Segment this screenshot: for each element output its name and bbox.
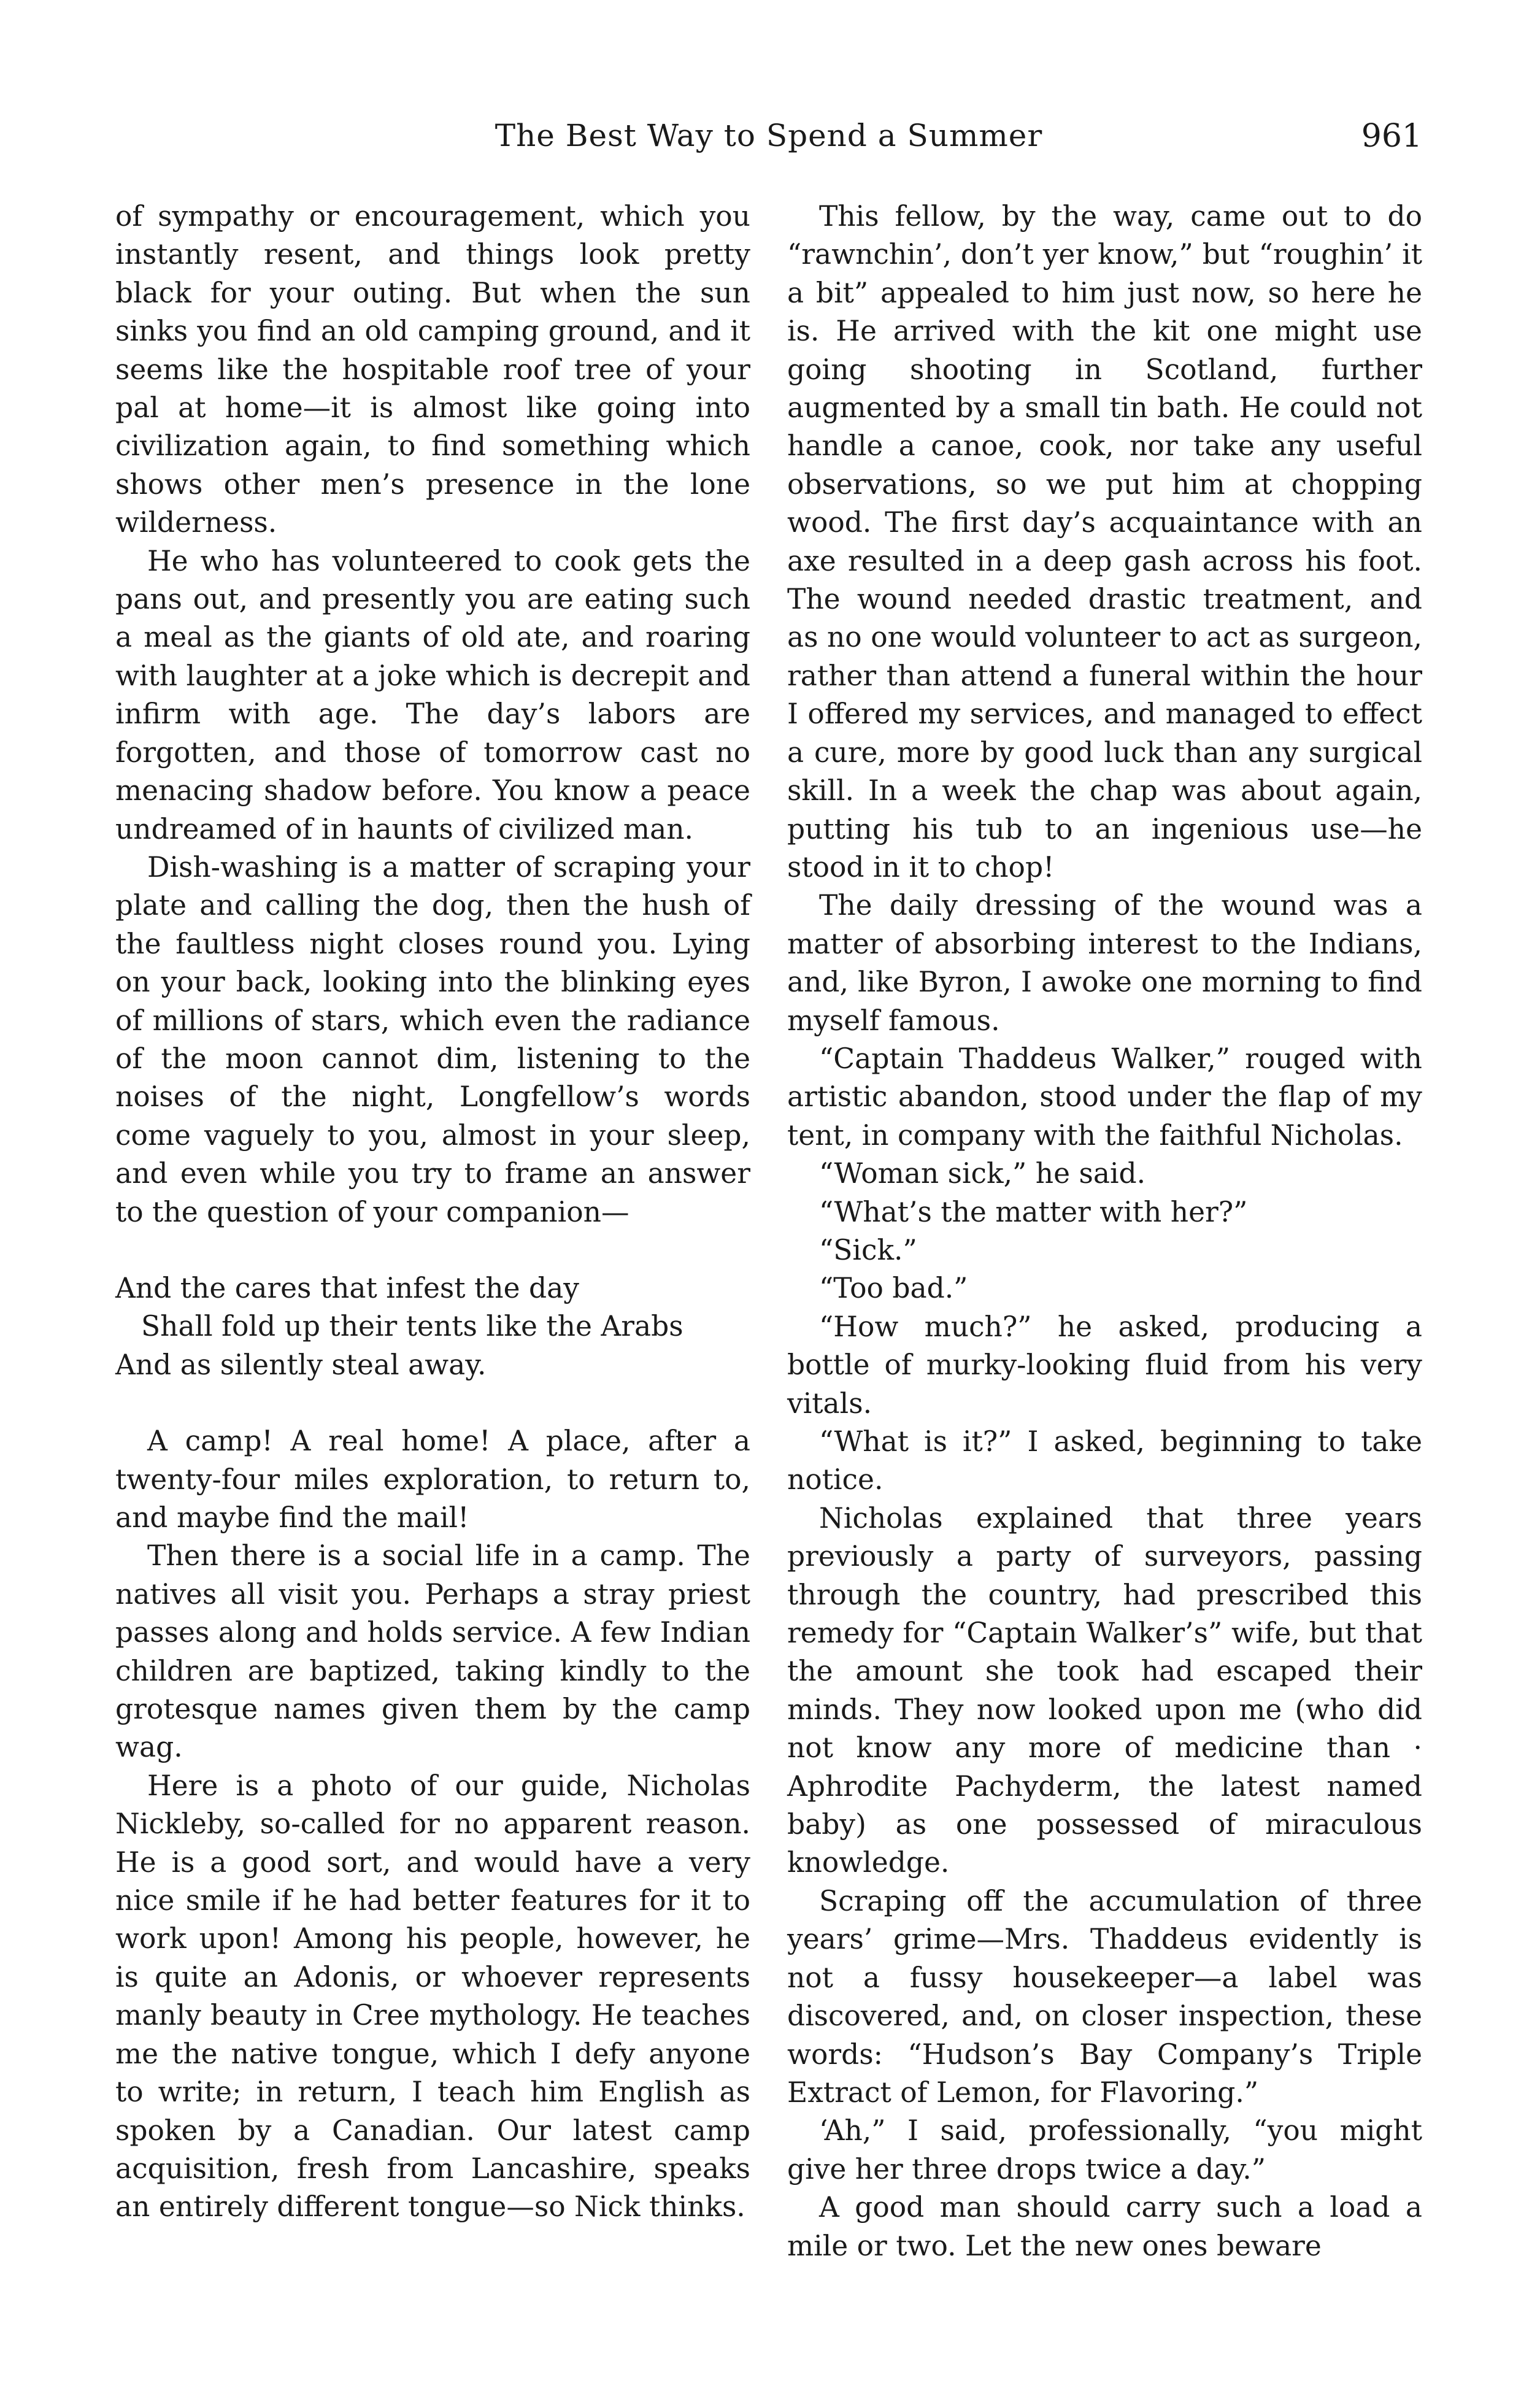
verse-line: Shall fold up their tents like the Arabs [141,1310,683,1343]
paragraph: A camp! A real home! A place, after a twenty-four miles exploration, to return to, and maybe find the mail! [115,1425,750,1534]
paragraph: “Sick.” [819,1233,917,1266]
paragraph: Then there is a social life in a camp. The natives all visit you. Perhaps a stray priest passes along and holds service. A few Indian children are baptized, taking kindly to the grotesque names given them by the camp wag. [115,1539,750,1764]
paragraph: Nicholas explained that three years previously a party of surveyors, passing through the country, had prescribed this remedy for “Captain Walker’s” wife, but that the amount she took had escaped their minds. They now looked upon me (who did not know any more of medicine than · Aphrodite Pachyderm, the latest named baby) as one possessed of miraculous knowledge. [787,1501,1422,1879]
paragraph: “What’s the matter with her?” [819,1195,1248,1228]
paragraph: The daily dressing of the wound was a matter of absorbing interest to the Indians, and, like Byron, I awoke one morning to find myself famous. [787,889,1422,1037]
paragraph: Scraping off the accumulation of three years’ grime—Mrs. Thaddeus evidently is not a fussy housekeeper—a label was discovered, and, on closer inspection, these words: “Hudson’s Bay Company’s Triple Extract of Lemon, for Flavoring.” [787,1884,1422,2109]
verse-line: And the cares that infest the day [115,1271,579,1304]
paragraph: ‘Ah,” I said, professionally, “you might give her three drops twice a day.” [787,2114,1422,2185]
paragraph: This fellow, by the way, came out to do “rawnchin’, don’t yer know,” but “roughin’ it a bit” appealed to him just now, so here he is. He arrived with the kit one might use going shooting in Scotland, further augmented by a small tin bath. He could not handle a canoe, cook, nor take any useful observations, so we put him at chopping wood. The first day’s acquaintance with an axe resulted in a deep gash across his foot. The wound needed drastic treatment, and as no one would volunteer to act as surgeon, rather than attend a funeral within the hour I offered my services, and managed to effect a cure, more by good luck than any surgical skill. In a week the chap was about again, putting his tub to an ingenious use—he stood in it to chop! [787,200,1422,884]
running-head [115,118,1422,167]
paragraph: He who has volunteered to cook gets the pans out, and presently you are eating such a meal as the giants of old ate, and roaring with laughter at a joke which is decrepit and infirm with age. The day’s labors are forgotten, and those of tomorrow cast no menacing shadow before. You know a peace undreamed of in haunts of civilized man. [115,544,750,845]
paragraph: Here is a photo of our guide, Nicholas Nickleby, so-called for no apparent reason. He is a good sort, and would have a very nice smile if he had better features for it to work upon! Among his people, however, he is quite an Adonis, or whoever represents manly beauty in Cree mythology. He teaches me the native tongue, which I defy anyone to write; in return, I teach him English as spoken by a Canadian. Our latest camp acquisition, fresh from Lancashire, speaks an entirely different tongue—so Nick thinks. [115,1769,750,2224]
paragraph: “Woman sick,” he said. [819,1157,1146,1190]
verse-line: And as silently steal away. [115,1348,487,1381]
paragraph: of sympathy or encouragement, which you instantly resent, and things look pretty black for your outing. But when the sun sinks you find an old camping ground, and it seems like the hospitable roof tree of your pal at home—it is almost like going into civilization again, to find something which shows other men’s presence in the lone wilderness. [115,200,750,539]
paragraph: Dish-washing is a matter of scraping your plate and calling the dog, then the hush of the faultless night closes round you. Lying on your back, looking into the blinking eyes of millions of stars, which even the radiance of the moon cannot dim, listening to the noises of the night, Longfellow’s words come vaguely to you, almost in your sleep, and even while you try to frame an answer to the question of your companion— [115,850,750,1228]
paragraph: “What is it?” I asked, beginning to take notice. [787,1425,1422,1496]
verse-quote [115,1269,750,1384]
running-title: The Best Way to Spend a Summer [495,118,1043,153]
right-column [787,198,1422,2265]
paragraph: “Captain Thaddeus Walker,” rouged with artistic abandon, stood under the flap of my tent, in company with the faithful Nicholas. [787,1042,1422,1152]
left-column [115,198,750,2227]
paragraph: “Too bad.” [819,1272,968,1305]
paragraph: A good man should carry such a load a mile or two. Let the new ones beware [787,2191,1422,2262]
paragraph: “How much?” he asked, producing a bottle of murky-looking fluid from his very vitals. [787,1310,1422,1420]
page-number: 961 [1361,118,1422,155]
